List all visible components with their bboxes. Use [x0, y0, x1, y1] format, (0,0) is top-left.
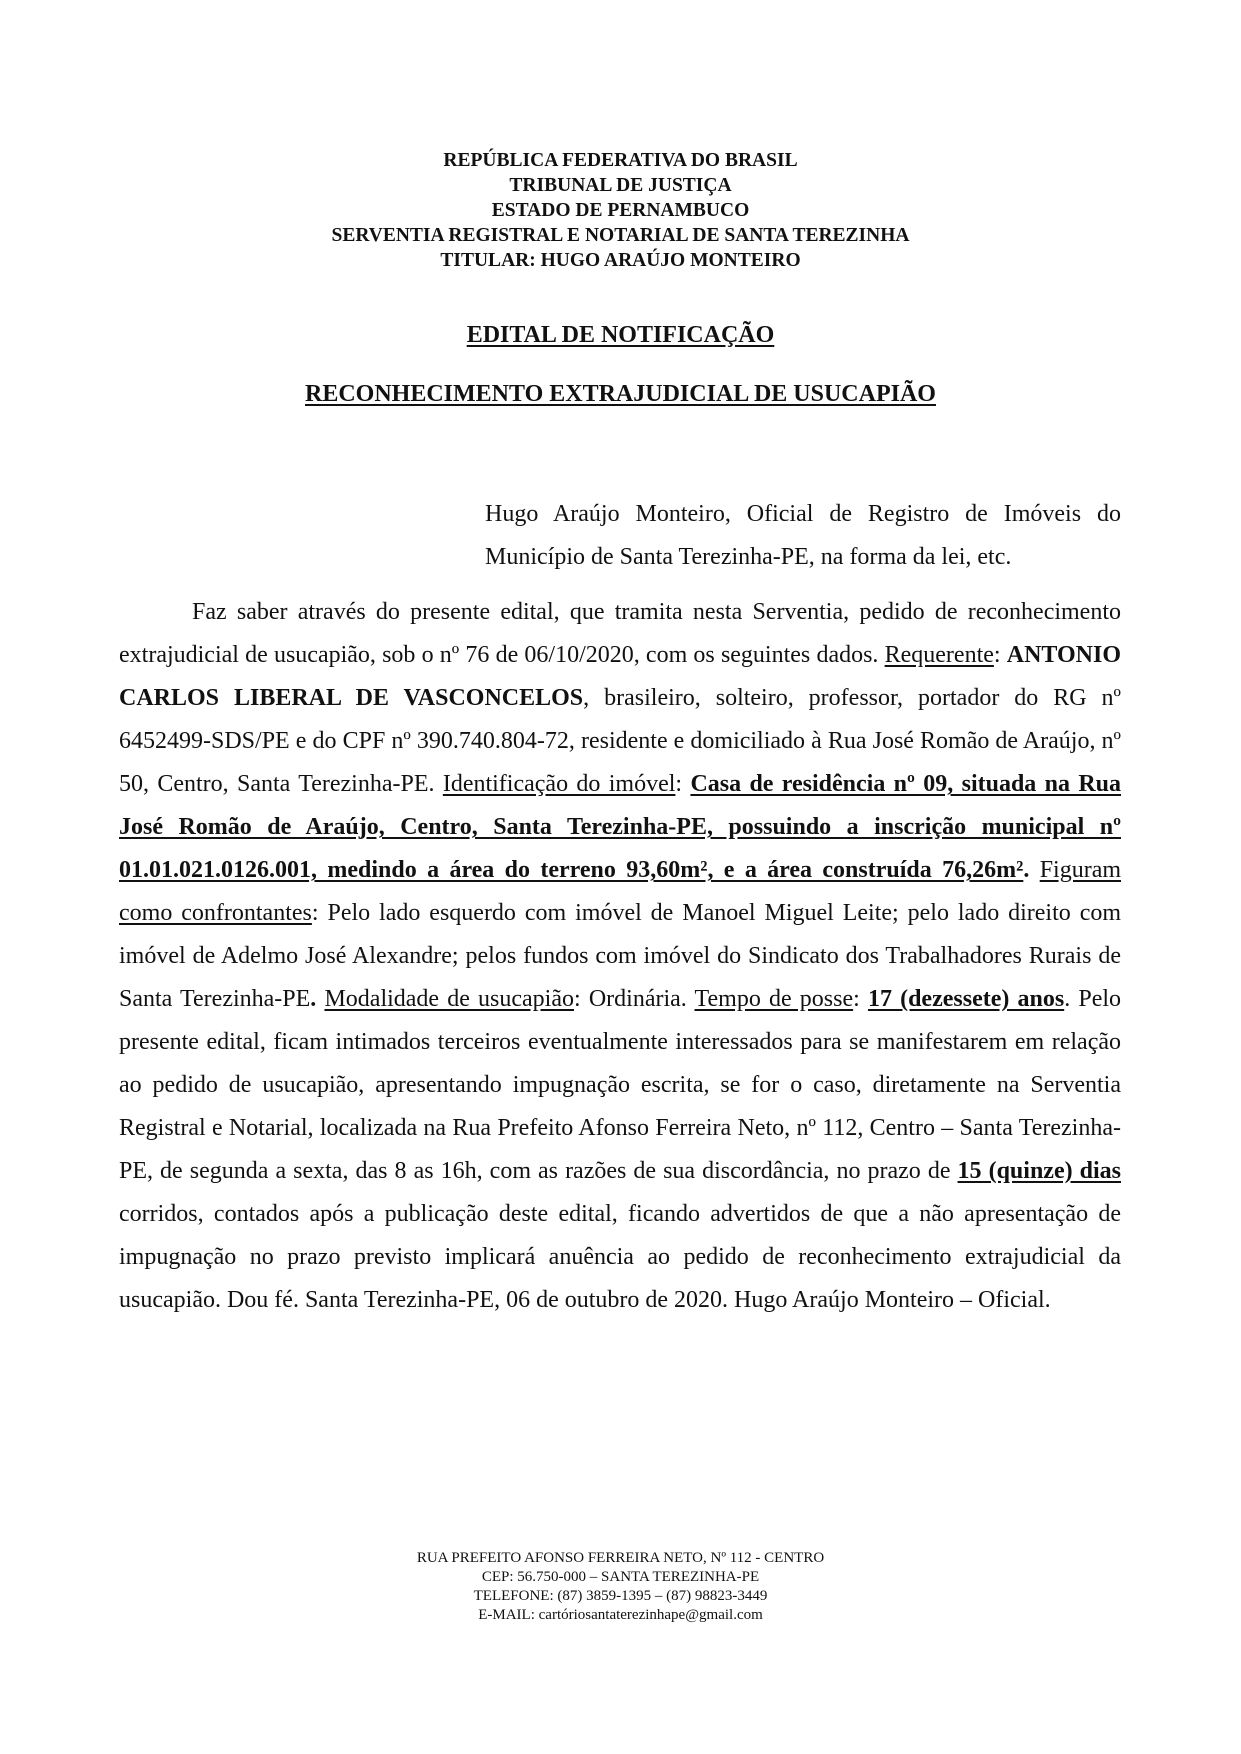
footer-address: RUA PREFEITO AFONSO FERREIRA NETO, Nº 112 - CENTRO [416, 1550, 825, 1566]
imovel-description: Casa de residência nº 09, situada na Rua José Romão de Araújo, Centro, Santa Terezinha-PE, possuindo a inscrição municipal nº 01.01.021.0126.001, medindo a área do terreno 93,60m², e a área construída 76,26m² [119, 771, 1122, 883]
body-sep-5: : [853, 986, 868, 1012]
header-line-serventia: SERVENTIA REGISTRAL E NOTARIAL DE SANTA TEREZINHA [331, 225, 910, 246]
document-title: EDITAL DE NOTIFICAÇÃO [466, 322, 775, 348]
body-paragraph [119, 591, 1121, 1322]
body-sep-1: : [993, 642, 1007, 668]
footer-cep: CEP: 56.750-000 – SANTA TEREZINHA-PE [481, 1569, 760, 1585]
requerente-label: Requerente [884, 642, 994, 668]
body-text-1: Faz saber através do presente edital, que tramita nesta Serventia, pedido de reconhecimento extrajudicial de usucapião, sob o nº 76 de 06/10/2020, com os seguintes dados. [119, 599, 1121, 668]
footer-email: E-MAIL: cartóriosantaterezinhape@gmail.com [478, 1607, 763, 1623]
tempo-label: Tempo de posse [694, 986, 854, 1012]
header-line-tribunal: TRIBUNAL DE JUSTIÇA [509, 175, 732, 196]
header-line-state: ESTADO DE PERNAMBUCO [491, 200, 750, 221]
body-text-2: , brasileiro, solteiro, professor, portador do RG nº 6452499-SDS/PE e do CPF nº 390.740.804-72, residente e domiciliado à Rua José Romão de Araújo, nº 50, Centro, Santa Terezinha-PE. [119, 685, 1121, 797]
body-text-4: : Ordinária. [574, 986, 695, 1012]
header-line-republic: REPÚBLICA FEDERATIVA DO BRASIL [443, 150, 798, 171]
body-text-6: corridos, contados após a publicação deste edital, ficando advertidos de que a não apresentação de impugnação no prazo previsto implicará anuência ao pedido de reconhecimento extrajudicial da usucapião. Dou fé. Santa Terezinha-PE, 06 de outubro de 2020. Hugo Araújo Monteiro – Oficial. [119, 1201, 1121, 1313]
body-text-5: . Pelo presente edital, ficam intimados terceiros eventualmente interessados para se manifestarem em relação ao pedido de usucapião, apresentando impugnação escrita, se for o caso, diretamente na Serventia Registral e Notarial, localizada na Rua Prefeito Afonso Ferreira Neto, nº 112, Centro – Santa Terezinha-PE, de segunda a sexta, das 8 as 16h, com as razões de sua discordância, no prazo de [119, 986, 1122, 1184]
intro-paragraph: Hugo Araújo Monteiro, Oficial de Registro de Imóveis do Município de Santa Terezinha-PE, na forma da lei, etc. [485, 501, 1121, 570]
body-sep-4: . [310, 986, 325, 1012]
body-text-3: : Pelo lado esquerdo com imóvel de Manoel Miguel Leite; pelo lado direito com imóvel de Adelmo José Alexandre; pelos fundos com imóvel do Sindicato dos Trabalhadores Rurais de Santa Terezinha-PE [119, 900, 1122, 1012]
document-footer [0, 1549, 1241, 1625]
document-header [0, 148, 1241, 273]
body-sep-2: : [675, 771, 691, 797]
modalidade-label: Modalidade de usucapião [324, 986, 575, 1012]
confrontantes-label: Figuram como confrontantes [119, 857, 1122, 926]
footer-phone: TELEFONE: (87) 3859-1395 – (87) 98823-3449 [473, 1588, 768, 1604]
tempo-value: 17 (dezessete) anos [867, 986, 1065, 1012]
prazo-value: 15 (quinze) dias [957, 1158, 1121, 1184]
requerente-name: ANTONIO CARLOS LIBERAL DE VASCONCELOS [119, 642, 1121, 711]
body-sep-3: . [1023, 857, 1040, 883]
document-subtitle: RECONHECIMENTO EXTRAJUDICIAL DE USUCAPIÃO [305, 381, 936, 407]
imovel-label: Identificação do imóvel [442, 771, 676, 797]
header-line-titular: TITULAR: HUGO ARAÚJO MONTEIRO [440, 250, 801, 271]
